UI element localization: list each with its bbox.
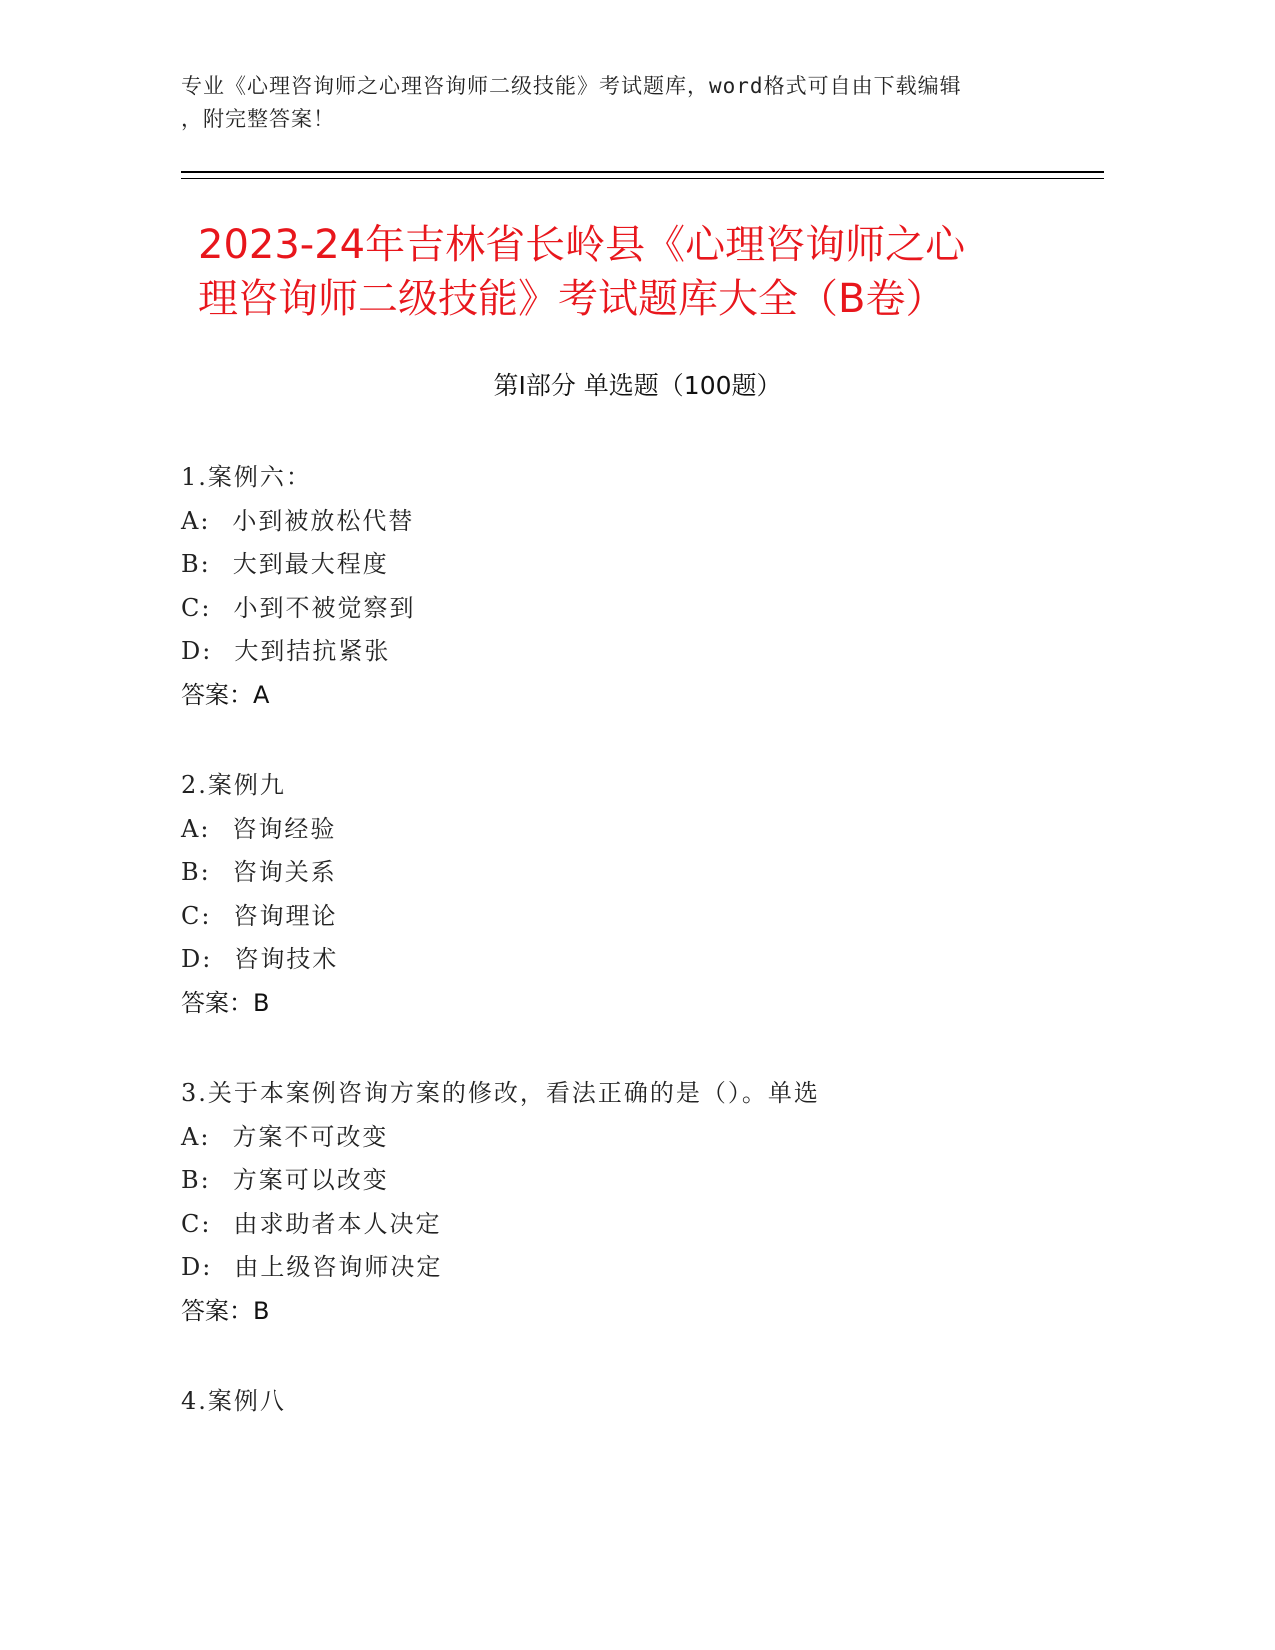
option-c xyxy=(181,587,1081,631)
question-1 xyxy=(181,456,1081,717)
document-title xyxy=(198,218,1078,326)
option-a xyxy=(181,808,1081,852)
option-text: 咨询技术 xyxy=(234,945,339,973)
answer-value: B xyxy=(253,1296,270,1325)
option-text: 由上级咨询师决定 xyxy=(234,1253,443,1281)
question-text: 案例八 xyxy=(207,1387,286,1415)
option-text: 大到最大程度 xyxy=(232,550,389,578)
section-title: 第Ⅰ部分 单选题（100题） xyxy=(493,371,782,400)
option-key: A: xyxy=(181,814,211,843)
option-b xyxy=(181,543,1081,587)
option-text: 方案不可改变 xyxy=(232,1122,389,1151)
question-text: 案例六： xyxy=(207,463,312,491)
option-a xyxy=(181,500,1081,544)
option-text: 咨询理论 xyxy=(233,901,338,930)
option-key: D: xyxy=(181,1253,213,1281)
header-note xyxy=(181,70,1061,136)
answer-line xyxy=(181,674,1081,718)
option-d xyxy=(181,1246,1081,1290)
question-number: 4. xyxy=(181,1387,208,1415)
option-key: B: xyxy=(181,550,211,578)
question-stem xyxy=(181,1072,1081,1116)
option-key: D: xyxy=(181,945,213,973)
option-key: C: xyxy=(181,1209,212,1238)
option-a xyxy=(181,1116,1081,1160)
answer-label: 答案： xyxy=(181,680,253,709)
option-key: B: xyxy=(181,1166,211,1194)
answer-value: A xyxy=(253,680,270,709)
option-c xyxy=(181,895,1081,939)
option-key: C: xyxy=(181,593,212,622)
answer-label: 答案： xyxy=(181,1296,253,1325)
question-4 xyxy=(181,1380,1081,1424)
option-b xyxy=(181,1159,1081,1203)
document-title-line-1: 2023-24年吉林省长岭县《心理咨询师之心 xyxy=(198,222,966,268)
option-key: B: xyxy=(181,858,211,886)
question-list xyxy=(181,456,1081,1471)
option-text: 小到不被觉察到 xyxy=(233,593,416,622)
header-divider-thick xyxy=(181,171,1104,173)
option-text: 小到被放松代替 xyxy=(232,506,415,535)
option-text: 咨询经验 xyxy=(232,814,337,843)
question-2 xyxy=(181,764,1081,1025)
header-note-line-1: 专业《心理咨询师之心理咨询师二级技能》考试题库，word格式可自由下载编辑 xyxy=(181,74,962,98)
option-key: A: xyxy=(181,1122,211,1151)
option-text: 大到拮抗紧张 xyxy=(234,637,391,665)
option-key: A: xyxy=(181,506,211,535)
header-note-line-2: ，附完整答案！ xyxy=(181,107,335,131)
answer-label: 答案： xyxy=(181,988,253,1017)
question-3 xyxy=(181,1072,1081,1333)
question-number: 3. xyxy=(181,1079,208,1107)
answer-line xyxy=(181,1290,1081,1334)
option-c xyxy=(181,1203,1081,1247)
document-title-line-2: 理咨询师二级技能》考试题库大全（B卷） xyxy=(198,276,946,322)
option-text: 咨询关系 xyxy=(232,858,337,886)
option-text: 方案可以改变 xyxy=(232,1166,389,1194)
option-key: C: xyxy=(181,901,212,930)
question-number: 2. xyxy=(181,771,208,799)
question-number: 1. xyxy=(181,463,208,491)
question-text: 案例九 xyxy=(207,771,286,799)
question-text: 关于本案例咨询方案的修改，看法正确的是（）。单选 xyxy=(207,1079,820,1107)
answer-line xyxy=(181,982,1081,1026)
option-text: 由求助者本人决定 xyxy=(233,1209,442,1238)
question-stem xyxy=(181,456,1081,500)
question-stem xyxy=(181,1380,1081,1424)
question-stem xyxy=(181,764,1081,808)
option-d xyxy=(181,630,1081,674)
option-key: D: xyxy=(181,637,213,665)
option-d xyxy=(181,938,1081,982)
header-divider-thin xyxy=(181,178,1104,179)
answer-value: B xyxy=(253,988,270,1017)
option-b xyxy=(181,851,1081,895)
